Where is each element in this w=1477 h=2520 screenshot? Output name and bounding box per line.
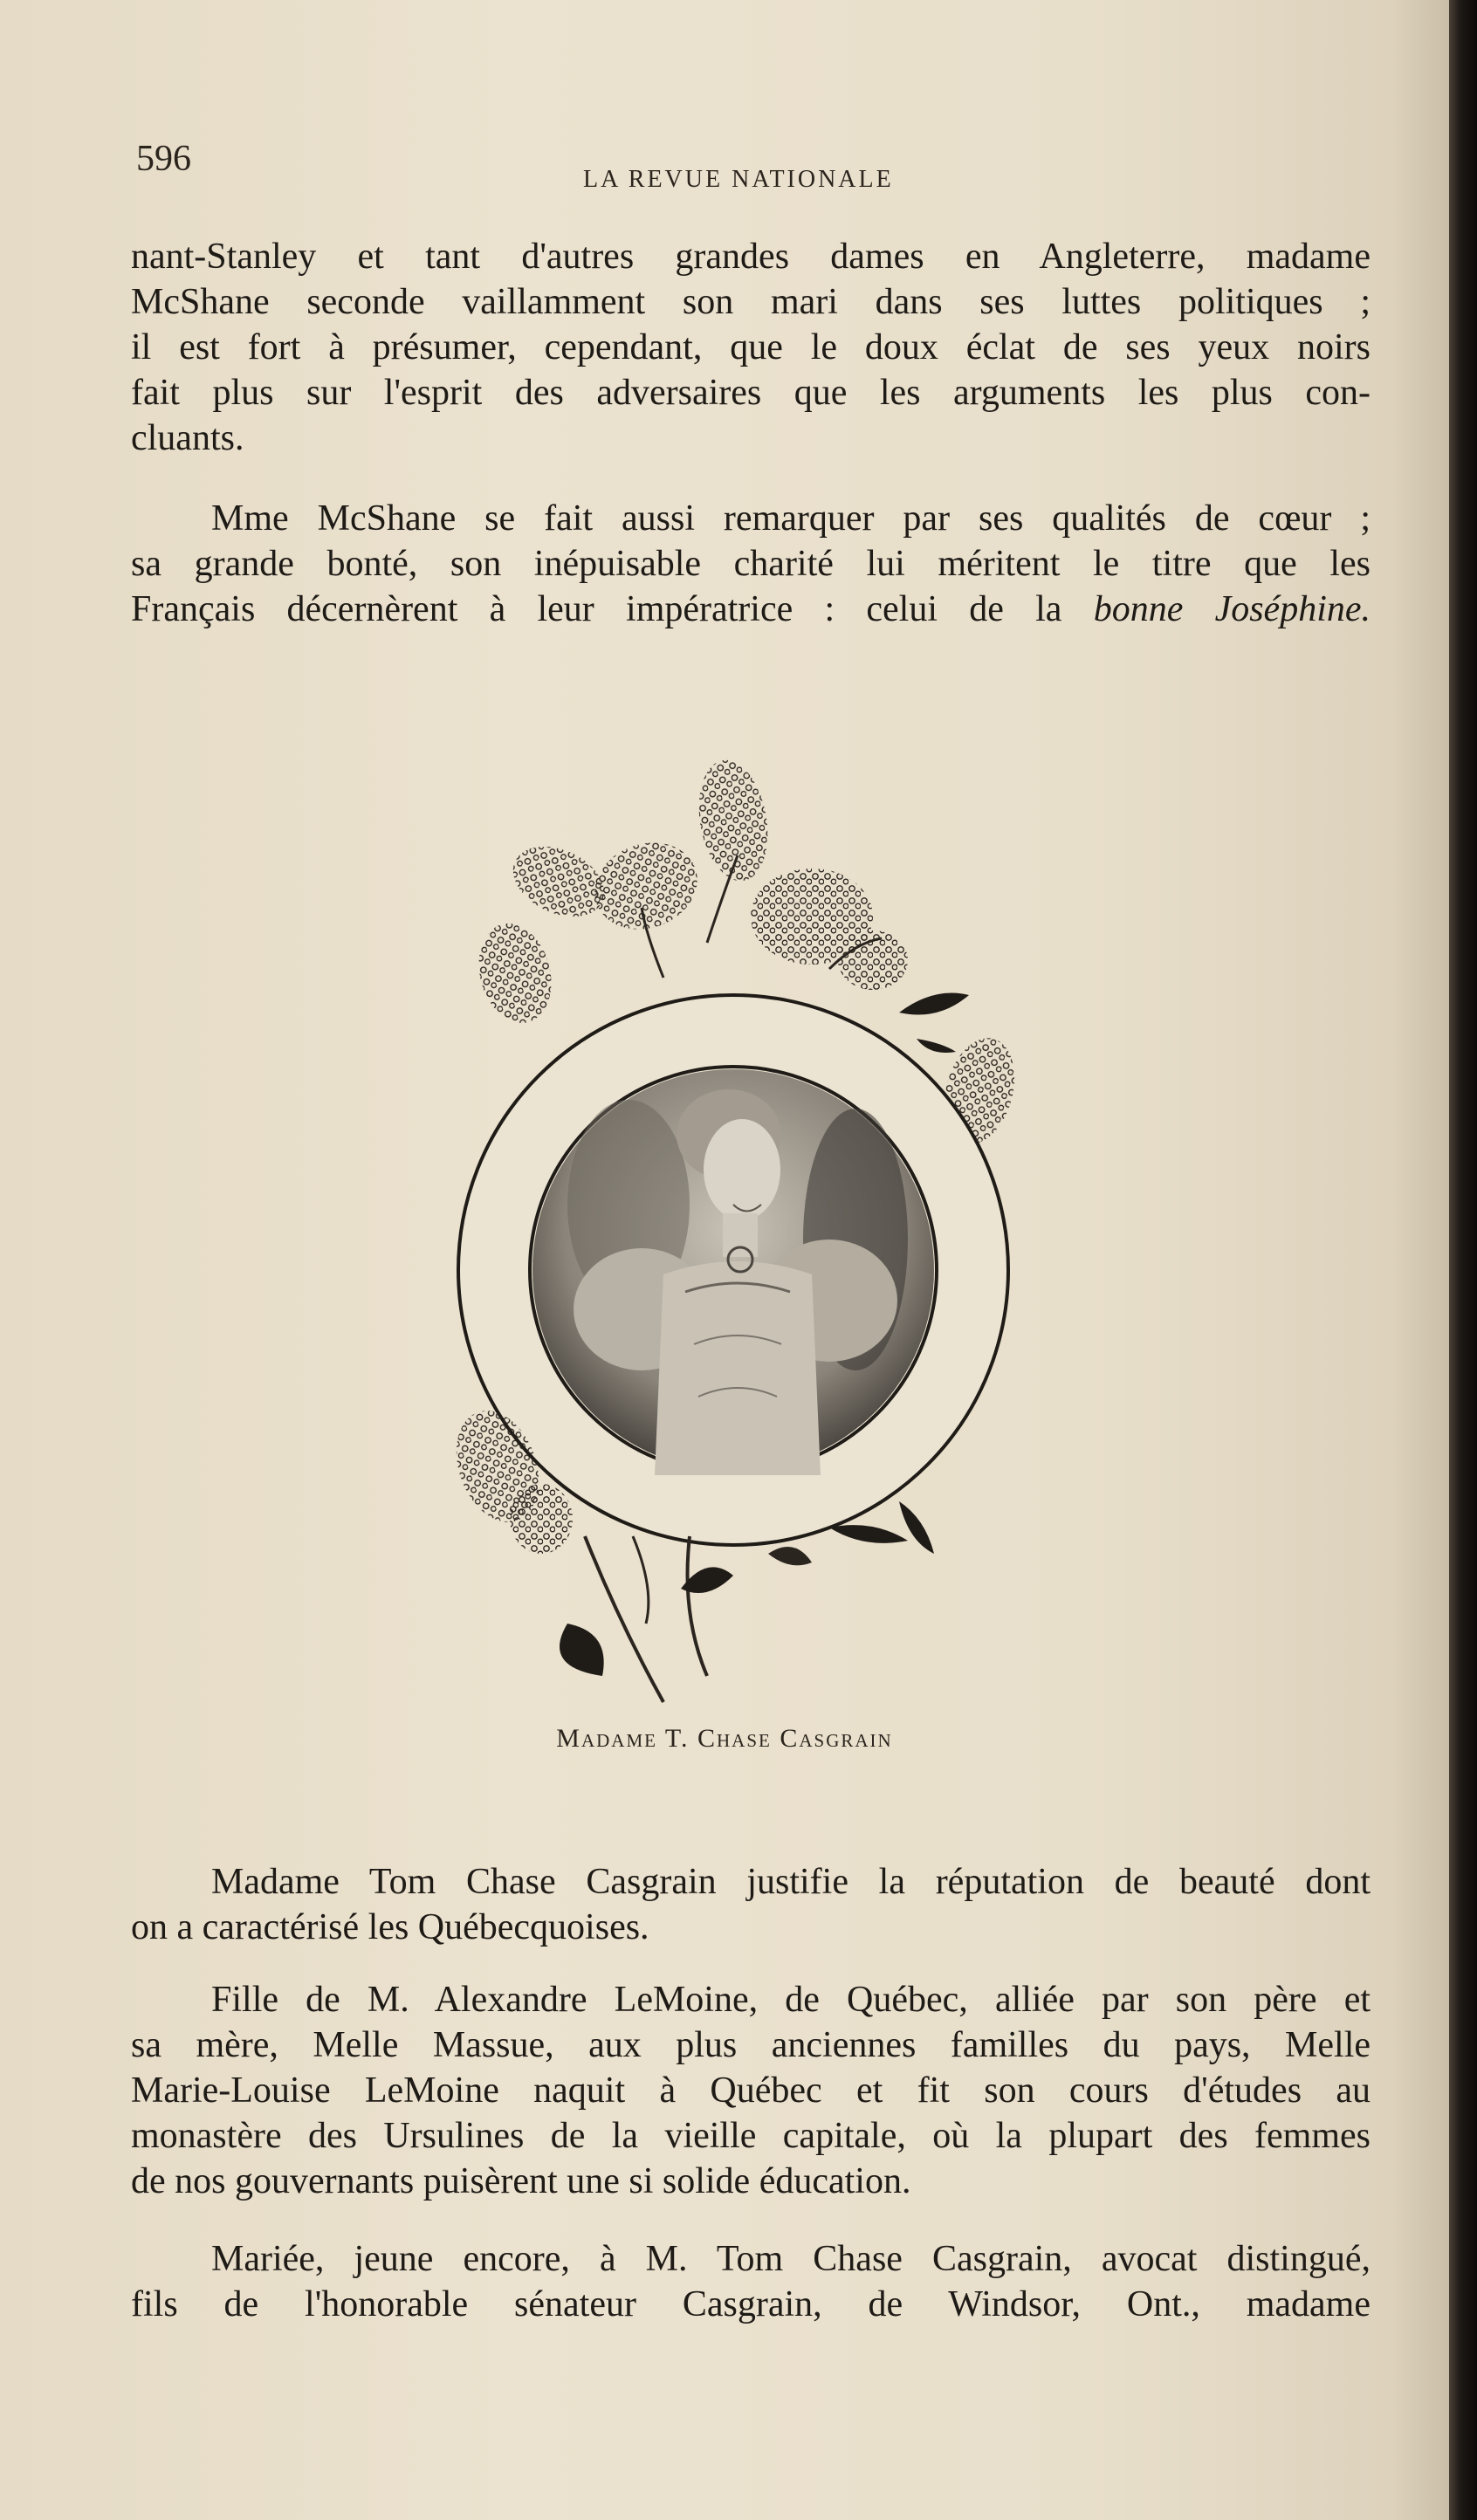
text-line: fait plus sur l'esprit des adversaires que les arguments les plus con-: [131, 373, 1371, 413]
page-number: 596: [136, 139, 191, 179]
text-line: cluants.: [131, 418, 244, 458]
paragraph-casgrain-intro: [131, 1859, 1371, 1950]
text-line: [131, 587, 1371, 632]
text-line: Fille de M. Alexandre LeMoine, de Québec, alliée par son père et: [211, 1980, 1371, 2020]
text-line: sa grande bonté, son inépuisable charité lui méritent le titre que les: [131, 544, 1371, 584]
figure-caption: Madame T. Chase Casgrain: [556, 1724, 893, 1753]
text-line: de nos gouvernants puisèrent une si solide éducation.: [131, 2161, 911, 2201]
text-span: Français décernèrent à leur impératrice : celui de la: [131, 589, 1062, 629]
running-title: LA REVUE NATIONALE: [583, 166, 894, 193]
paragraph-lemoine: [131, 1977, 1371, 2204]
text-line: McShane seconde vaillamment son mari dans ses luttes politiques ;: [131, 282, 1371, 322]
text-line: Madame Tom Chase Casgrain justifie la réputation de beauté dont: [211, 1862, 1371, 1902]
text-line: on a caractérisé les Québecquoises.: [131, 1907, 649, 1947]
portrait-illustration: [445, 751, 1039, 1711]
paragraph-continuation: [131, 234, 1371, 461]
paragraph-mcshane: [131, 496, 1371, 632]
text-line: fils de l'honorable sénateur Casgrain, de Windsor, Ont., madame: [131, 2284, 1371, 2324]
italic-phrase: bonne Joséphine.: [1093, 589, 1371, 629]
text-line: monastère des Ursulines de la vieille capitale, où la plupart des femmes: [131, 2116, 1371, 2156]
book-spine-shadow: [1449, 0, 1477, 2520]
text-line: Mariée, jeune encore, à M. Tom Chase Casgrain, avocat distingué,: [211, 2239, 1371, 2279]
text-line: nant-Stanley et tant d'autres grandes dames en Angleterre, madame: [131, 237, 1371, 277]
paragraph-marriage: [131, 2236, 1371, 2327]
text-line: il est fort à présumer, cependant, que le doux éclat de ses yeux noirs: [131, 327, 1371, 367]
engraving: [445, 751, 1039, 1711]
text-line: Marie-Louise LeMoine naquit à Québec et fit son cours d'études au: [131, 2070, 1371, 2111]
text-line: sa mère, Melle Massue, aux plus anciennes familles du pays, Melle: [131, 2025, 1371, 2065]
text-line: Mme McShane se fait aussi remarquer par ses qualités de cœur ;: [211, 498, 1371, 539]
